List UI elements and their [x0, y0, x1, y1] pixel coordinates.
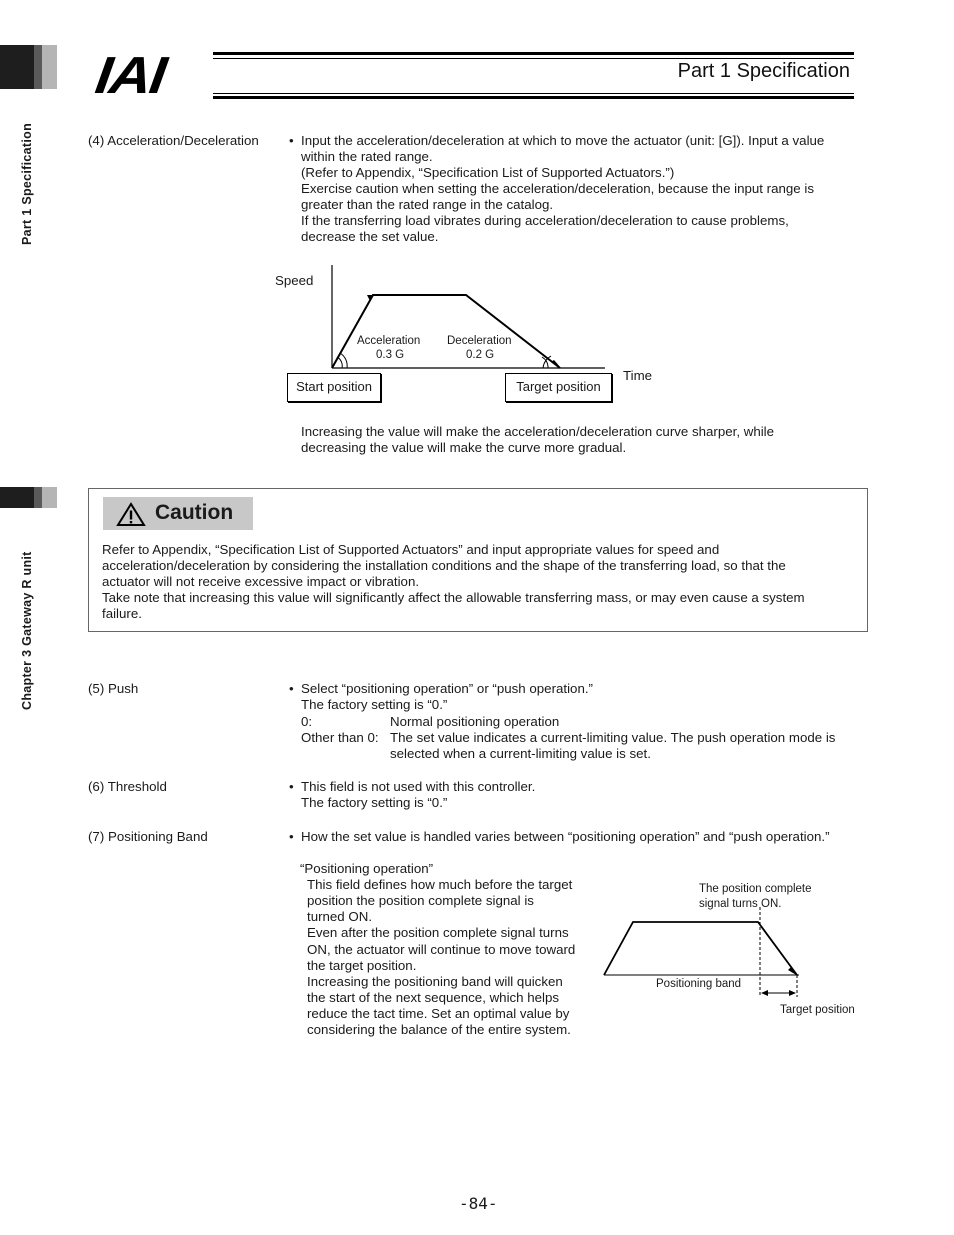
caution-title: Caution: [155, 501, 234, 524]
section-6-label: (6) Threshold: [88, 779, 167, 794]
start-position-box: Start position: [287, 373, 381, 402]
warning-icon: [116, 502, 146, 527]
side-text-chapter: Chapter 3 Gateway R unit: [20, 551, 34, 710]
side-tab-chapter: [0, 487, 57, 508]
accel-value: 0.3 G: [376, 349, 405, 361]
part-title: Part 1 Specification: [677, 60, 850, 82]
time-label: Time: [623, 368, 653, 383]
iai-logo: IAI: [91, 46, 169, 105]
speed-label: Speed: [275, 273, 314, 288]
signal-label-2: signal turns ON.: [699, 898, 782, 910]
section-4-label: (4) Acceleration/Deceleration: [88, 133, 259, 148]
signal-label-1: The position complete: [699, 883, 812, 895]
side-text-part: Part 1 Specification: [20, 122, 34, 245]
header-rule: [213, 52, 854, 55]
decel-label: Deceleration: [447, 335, 512, 347]
caution-box: Caution Refer to Appendix, “Specification List of Supported Actuators” and input appropriate values for speed and acceleration/deceleration by considering the installation conditions and the shape of the transferring load, so that the actuator will not receive excessive impact or vibration. Take note that increasing this value will significantly affect the allowable transferring mass, or may even cause a system failure.: [88, 488, 868, 632]
section-7-label: (7) Positioning Band: [88, 829, 208, 844]
band-label: Positioning band: [656, 978, 742, 990]
section-5-label: (5) Push: [88, 681, 139, 696]
decel-value: 0.2 G: [466, 349, 495, 361]
caution-header: [103, 497, 253, 530]
accel-label: Acceleration: [357, 335, 421, 347]
page-number: -84-: [459, 1194, 498, 1213]
target-position-label: Target position: [780, 1004, 855, 1016]
side-tab-part: [0, 45, 57, 89]
target-position-box: Target position: [505, 373, 612, 402]
